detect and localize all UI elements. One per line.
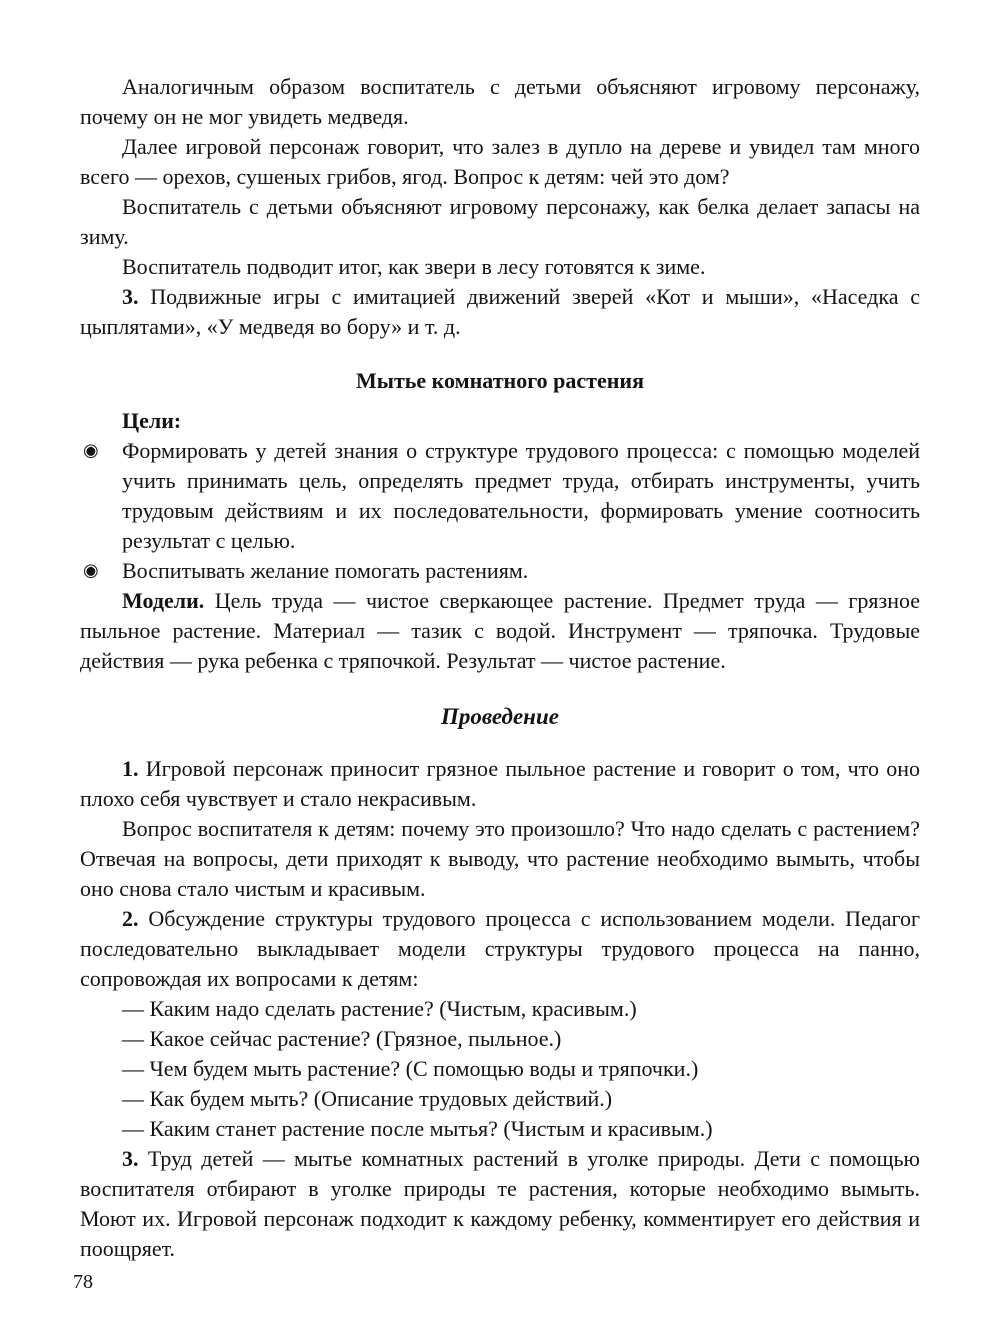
intro-paragraph: Далее игровой персонаж говорит, что залез в дупло на дереве и увидел там много всего — орехов, сушеных грибов, ягод. Вопрос к детям: чей это дом? [80, 134, 920, 189]
section-title: Мытье комнатного растения [356, 368, 644, 393]
bullet-icon: ◉ [83, 440, 99, 461]
list-number: 1. [122, 756, 139, 781]
list-number: 3. [122, 284, 139, 309]
models-label: Модели. [122, 588, 205, 613]
goals-label: Цели: [122, 408, 182, 433]
procedure-paragraph-numbered [80, 904, 920, 994]
question-item: — Какое сейчас растение? (Грязное, пыльное.) [122, 1026, 562, 1051]
goal-text: Формировать у детей знания о структуре трудового процесса: с помощью моделей учить принимать цель, определять предмет труда, отбирать инструменты, учить трудовым действиям и их последовательности, формировать умение соотносить результат с целью. [122, 438, 920, 553]
list-number: 2. [122, 906, 139, 931]
intro-paragraph: Воспитатель подводит итог, как звери в лесу готовятся к зиме. [122, 254, 706, 279]
models-paragraph [80, 586, 920, 676]
intro-paragraph: Воспитатель с детьми объясняют игровому персонажу, как белка делает запасы на зиму. [80, 194, 920, 249]
page-number: 78 [73, 1271, 93, 1293]
paragraph-text: Подвижные игры с имитацией движений зверей «Кот и мыши», «Наседка с цыплятами», «У медведя во бору» и т. д. [80, 284, 920, 339]
bullet-icon: ◉ [83, 560, 99, 581]
paragraph-text: Труд детей — мытье комнатных растений в уголке природы. Дети с помощью воспитателя отбирают в уголке природы те растения, которые необходимо вымыть. Моют их. Игровой персонаж подходит к каждому ребенку, комментирует его действия и поощряет. [80, 1146, 920, 1261]
final-paragraph-numbered [80, 1144, 920, 1264]
question-item: — Каким станет растение после мытья? (Чистым и красивым.) [122, 1116, 713, 1141]
goal-item [80, 556, 920, 586]
procedure-paragraph: Вопрос воспитателя к детям: почему это произошло? Что надо сделать с растением? Отвечая на вопросы, дети приходят к выводу, что растение необходимо вымыть, чтобы оно снова стало чистым и красивым. [80, 816, 920, 901]
goal-text: Воспитывать желание помогать растениям. [122, 558, 529, 583]
question-item: — Как будем мыть? (Описание трудовых действий.) [122, 1086, 613, 1111]
paragraph-text: Игровой персонаж приносит грязное пыльное растение и говорит о том, что оно плохо себя чувствует и стало некрасивым. [80, 756, 920, 811]
question-item: — Каким надо сделать растение? (Чистым, красивым.) [122, 996, 637, 1021]
list-number: 3. [122, 1146, 139, 1171]
question-item: — Чем будем мыть растение? (С помощью воды и тряпочки.) [122, 1056, 699, 1081]
procedure-paragraph-numbered [80, 754, 920, 814]
procedure-title: Проведение [441, 704, 559, 729]
goal-item [80, 436, 920, 556]
intro-paragraph: Аналогичным образом воспитатель с детьми объясняют игровому персонажу, почему он не мог увидеть медведя. [80, 74, 920, 129]
intro-paragraph-numbered [80, 282, 920, 342]
paragraph-text: Обсуждение структуры трудового процесса с использованием модели. Педагог последовательно выкладывает модели структуры трудового процесса на панно, сопровождая их вопросами к детям: [80, 906, 920, 991]
paragraph-text: Цель труда — чистое сверкающее растение. Предмет труда — грязное пыльное растение. Материал — тазик с водой. Инструмент — тряпочка. Трудовые действия — рука ребенка с тряпочкой. Результат — чистое растение. [80, 588, 920, 673]
